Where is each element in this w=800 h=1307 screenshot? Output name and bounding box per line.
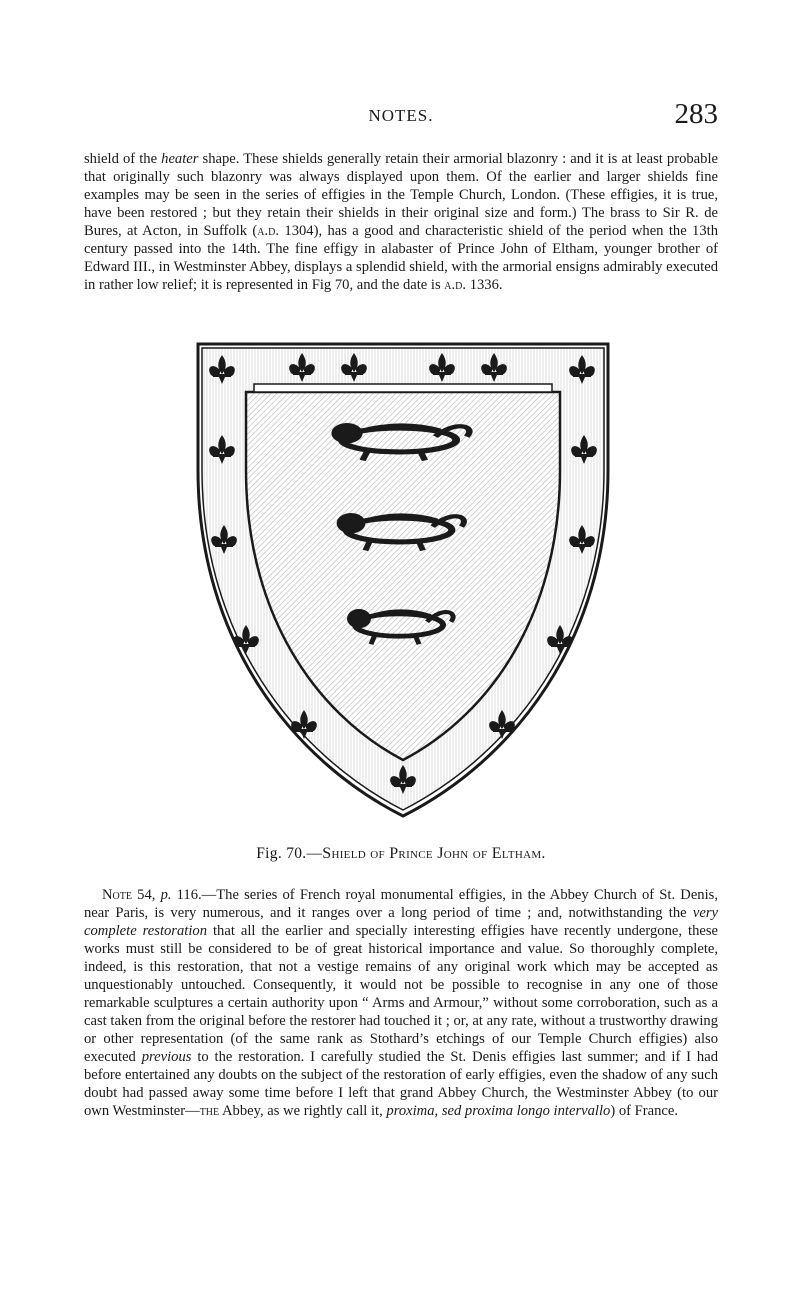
text-run: that all the earlier and specially interesting effigies have recently undergone, these works must still be considered to be of great historical importance and value. So thoroughly complete, indeed, is this restoration, that not a vestige remains of any original work which may be accepted as unquestionably untouched. Consequently, it would not be possible to recognise in any one of those remarkable sculptures a certain authority upon “ Arms and Armour,” without some corroboration, such as a cast taken from the original before the restorer had touched it ; or, at any rate, without a trustworthy drawing or other representation (of the same rank as Stothard’s etchings of our Temple Church effigies) also executed (84, 923, 719, 1065)
figure-caption (84, 845, 718, 863)
latin-phrase: proxima, sed proxima longo intervallo (386, 1103, 611, 1119)
text-run: shield of the (84, 151, 162, 167)
text-run: to the restoration. I carefully studied the St. Denis effigies last summer; and if I had before entertained any doubts on the subject of the restoration of early effigies, even the shadow of any such doubt had passed away some time before I left that grand Abbey Church, the Westminster Abbey (to our own Westminster— (84, 1049, 718, 1119)
text-run: Abbey, as we rightly call it, (219, 1103, 387, 1119)
paragraph-shield-shapes (84, 150, 718, 294)
date-abbrev: a.d. (444, 277, 467, 293)
text-run: ) of France. (610, 1103, 678, 1119)
text-run: 1304), has a good and characteristic shield of the period when the 13th century passed into the 14th. The fine effigy in alabaster of Prince John of Eltham, younger brother of Edward III., in Westminster Abbey, displays a splendid shield, with the armorial ensigns admirably executed in rather low relief; it is represented in Fig 70, and the date is (84, 223, 718, 293)
italic-page-abbrev: p. (160, 887, 172, 903)
shield-engraving (194, 340, 612, 820)
running-head (84, 98, 718, 134)
date-abbrev: a.d. (257, 223, 280, 239)
text-run: 1336. (466, 277, 503, 293)
text-run: shape. These shields generally retain their armorial blazonry : and it is at least probable that originally such blazonry was always displayed upon them. Of the earlier and larger shields fine examples may be seen in the series of effigies in the Temple Church, London. (These effigies, it is true, have been restored ; but they retain their shields in their original size and form.) The brass to Sir R. de Bures, at Acton, in Suffolk ( (84, 151, 718, 239)
text-run: 54, (131, 887, 161, 903)
figure-title: Shield of Prince John of Eltham. (322, 845, 546, 862)
note-label: Note (102, 887, 132, 903)
running-title: NOTES. (368, 106, 434, 125)
figure-number: Fig. 70.— (256, 845, 323, 862)
paragraph-note-54 (84, 886, 718, 1120)
italic-phrase-restoration: very complete restoration (84, 905, 718, 939)
italic-term-heater: heater (161, 151, 199, 167)
shield-illustration (194, 340, 612, 820)
page-number: 283 (674, 98, 718, 130)
text-run: 116.—The series of French royal monumental effigies, in the Abbey Church of St. Denis, near Paris, is very numerous, and it ranges over a long period of time ; and, notwithstanding the (84, 887, 718, 921)
italic-word-previous: previous (141, 1049, 192, 1065)
small-caps-the: the (199, 1103, 220, 1119)
